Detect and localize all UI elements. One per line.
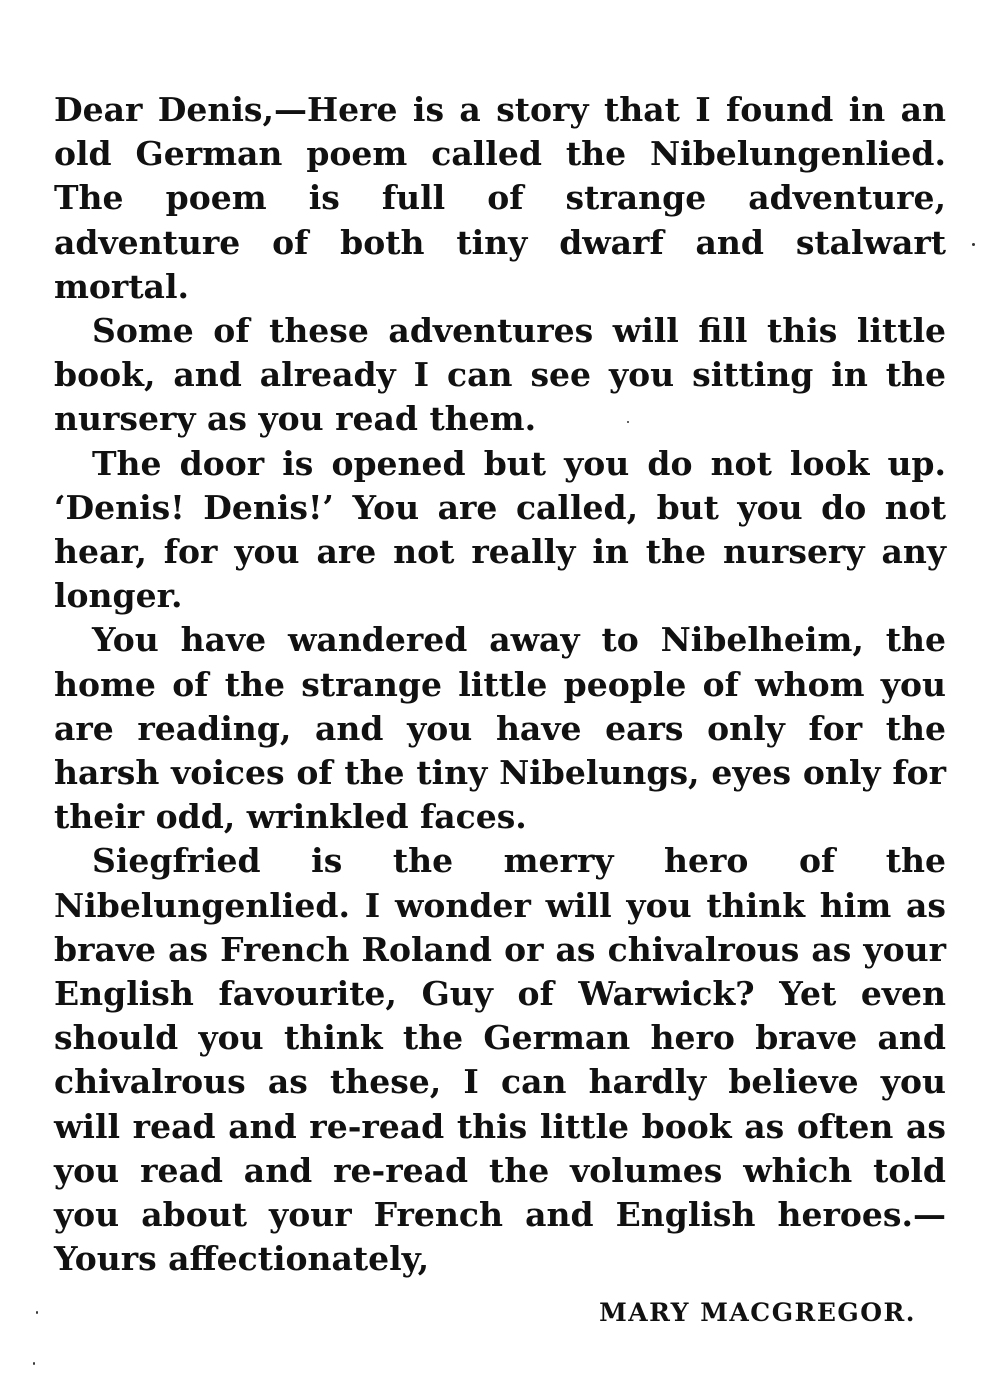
print-speck (33, 1362, 35, 1365)
paragraph-adventures: Some of these adventures will fill this little book, and already I can see you sitting in the nursery as you read them. (54, 311, 946, 439)
paragraph-nibelheim: You have wandered away to Nibelheim, the home of the strange little people of whom you are reading, and you have ears only for the harsh voices of the tiny Nibelungs, eyes only for their odd, wrinkled faces. (54, 620, 946, 837)
paragraph-salutation: Dear Denis,—Here is a story that I found in an old German poem called the Nibelungenlied. The poem is full of strange adventure, adventure of both tiny dwarf and stalwart mortal. (54, 90, 946, 306)
print-speck (627, 421, 629, 423)
paragraph-door: The door is opened but you do not look up. ‘Denis! Denis!’ You are called, but you do not hear, for you are not really in the nursery any longer. (54, 443, 946, 616)
signature: MARY MACGREGOR. (599, 1298, 916, 1327)
print-speck (972, 243, 975, 246)
print-speck (36, 1311, 38, 1314)
letter-body (54, 88, 946, 1281)
paragraph-siegfried: Siegfried is the merry hero of the Nibelungenlied. I wonder will you think him as brave as French Roland or as chivalrous as your English favourite, Guy of Warwick? Yet even should you think the German hero brave and chivalrous as these, I can hardly believe you will read and re-read this little book as often as you read and re-read the volumes which told you about your French and English heroes.—Yours affectionately, (54, 841, 946, 1279)
